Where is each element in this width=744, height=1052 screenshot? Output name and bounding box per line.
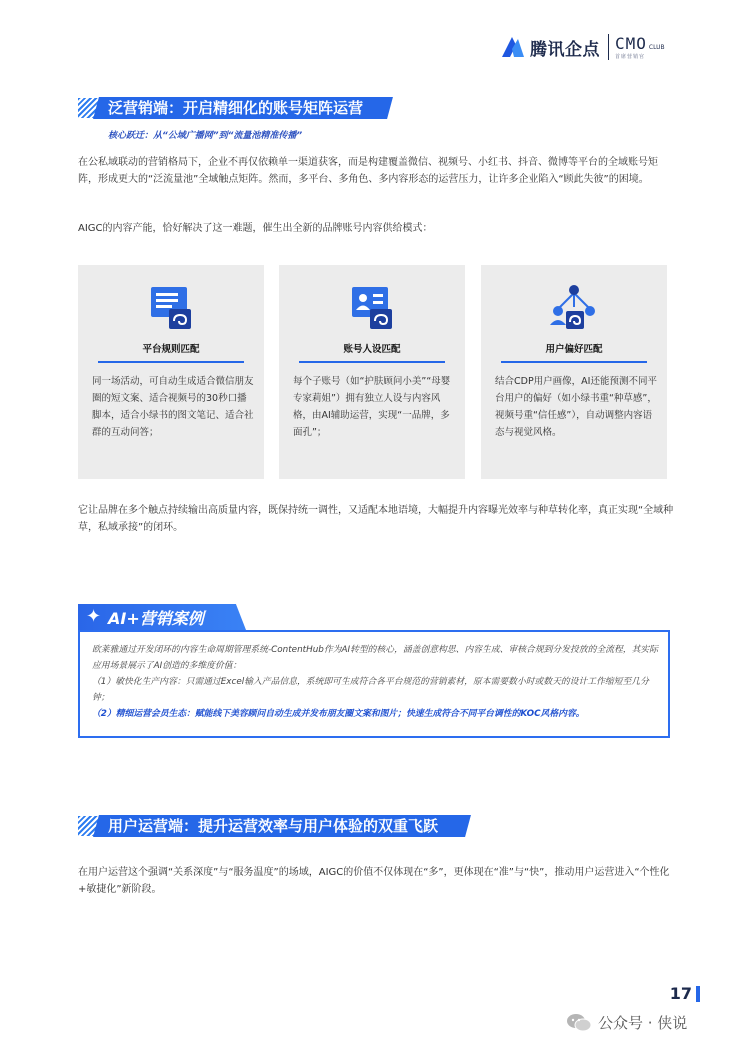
paragraph-user-ops: 在用户运营这个强调“关系深度”与“服务温度”的场域，AIGC的价值不仅体现在“多”，更体现在“准”与“快”，推动用户运营进入“个性化+敏捷化”新阶段。: [78, 867, 670, 895]
section-title: 泛营销端：开启精细化的账号矩阵运营: [108, 98, 364, 117]
card-title: 用户偏好匹配: [545, 344, 603, 355]
section-title: 用户运营端：提升运营效率与用户体验的双重飞跃: [108, 816, 439, 835]
card-text: 结合CDP用户画像，AI还能预测不同平台用户的偏好（如小绿书重“种草感”，视频号重“信任感”），自动调整内容语态与视觉风格。: [495, 376, 657, 438]
ai-case-box: [78, 630, 670, 738]
ai-case-item-1: （1）敏快化生产内容：只需通过Excel输入产品信息，系统即可生成符合各平台规范的营销素材，原本需要数小时或数天的设计工作缩短至几分钟；: [92, 677, 649, 703]
card-platform-rules: [78, 265, 264, 479]
card-text: 每个子账号（如“护肤顾问小美”“母婴专家莉姐”）拥有独立人设与内容风格，由AI辅助运营，实现“一品牌，多面孔”；: [293, 376, 451, 438]
card-divider: [299, 361, 445, 363]
ai-case-item-2: （2）精细运营会员生态：赋能线下美容顾问自动生成并发布朋友圈文案和图片；快速生成符合不同平台调性的KOC风格内容。: [92, 709, 585, 719]
wechat-icon: [566, 1013, 592, 1033]
account-persona-icon: [344, 281, 400, 335]
sparkle-icon: ✦: [86, 606, 102, 627]
section-heading-2: [78, 810, 439, 840]
platform-rules-icon: [143, 281, 199, 335]
cmo-text: CMO: [615, 34, 647, 53]
tencent-qidian-logo-icon: [500, 35, 526, 59]
brand-name: 腾讯企点: [530, 39, 600, 60]
header-logos: [500, 32, 665, 62]
card-title: 账号人设匹配: [343, 344, 401, 355]
cmo-club-logo: [615, 34, 665, 60]
card-account-persona: [279, 265, 465, 479]
page-number-text: 17: [669, 984, 692, 1003]
card-divider: [501, 361, 647, 363]
paragraph-intro: 在公私域联动的营销格局下，企业不再仅依赖单一渠道获客，而是构建覆盖微信、视频号、小红书、抖音、微博等平台的全域账号矩阵，形成更大的“泛流量池”全域触点矩阵。然而，多平台、多角色、多内容形态的运营压力，让许多企业陷入“顾此失彼”的困境。: [78, 157, 658, 185]
page-number: [670, 984, 700, 1003]
ai-case-intro: 欧莱雅通过开发闭环的内容生命周期管理系统-ContentHub作为AI转型的核心，涵盖创意构思、内容生成、审核合规到分发投放的全流程，其实际应用场景展示了AI创造的多维度价值：: [92, 645, 658, 671]
paragraph-aigc: AIGC的内容产能，恰好解决了这一难题，催生出全新的品牌账号内容供给模式：: [78, 223, 433, 234]
page-number-bar: [696, 986, 700, 1002]
paragraph-summary: 它让品牌在多个触点持续输出高质量内容，既保持统一调性，又适配本地语境，大幅提升内容曝光效率与种草转化率，真正实现“全域种草，私域承接”的闭环。: [78, 505, 674, 533]
watermark-text: 公众号 · 侠说: [598, 1014, 688, 1032]
card-user-preference: [481, 265, 667, 479]
ai-case-heading: [78, 604, 248, 630]
watermark: [566, 1012, 687, 1033]
ai-case-content: [92, 642, 658, 722]
section-heading-1: [78, 92, 364, 122]
card-divider: [98, 361, 244, 363]
card-text: 同一场活动，可自动生成适合微信朋友圈的短文案、适合视频号的30秒口播脚本，适合小绿书的图文笔记、适合社群的互动问答；: [92, 376, 254, 438]
cmo-club-text: CLUB: [648, 44, 665, 51]
card-title: 平台规则匹配: [142, 344, 200, 355]
logo-divider: [608, 34, 609, 60]
section-tagline: 核心跃迁：从“公域广播网”到“流量池精准传播”: [108, 131, 303, 141]
user-preference-icon: [546, 281, 602, 335]
ai-case-title: AI+营销案例: [108, 609, 204, 628]
cmo-subtitle: 首席营销官: [615, 54, 646, 60]
